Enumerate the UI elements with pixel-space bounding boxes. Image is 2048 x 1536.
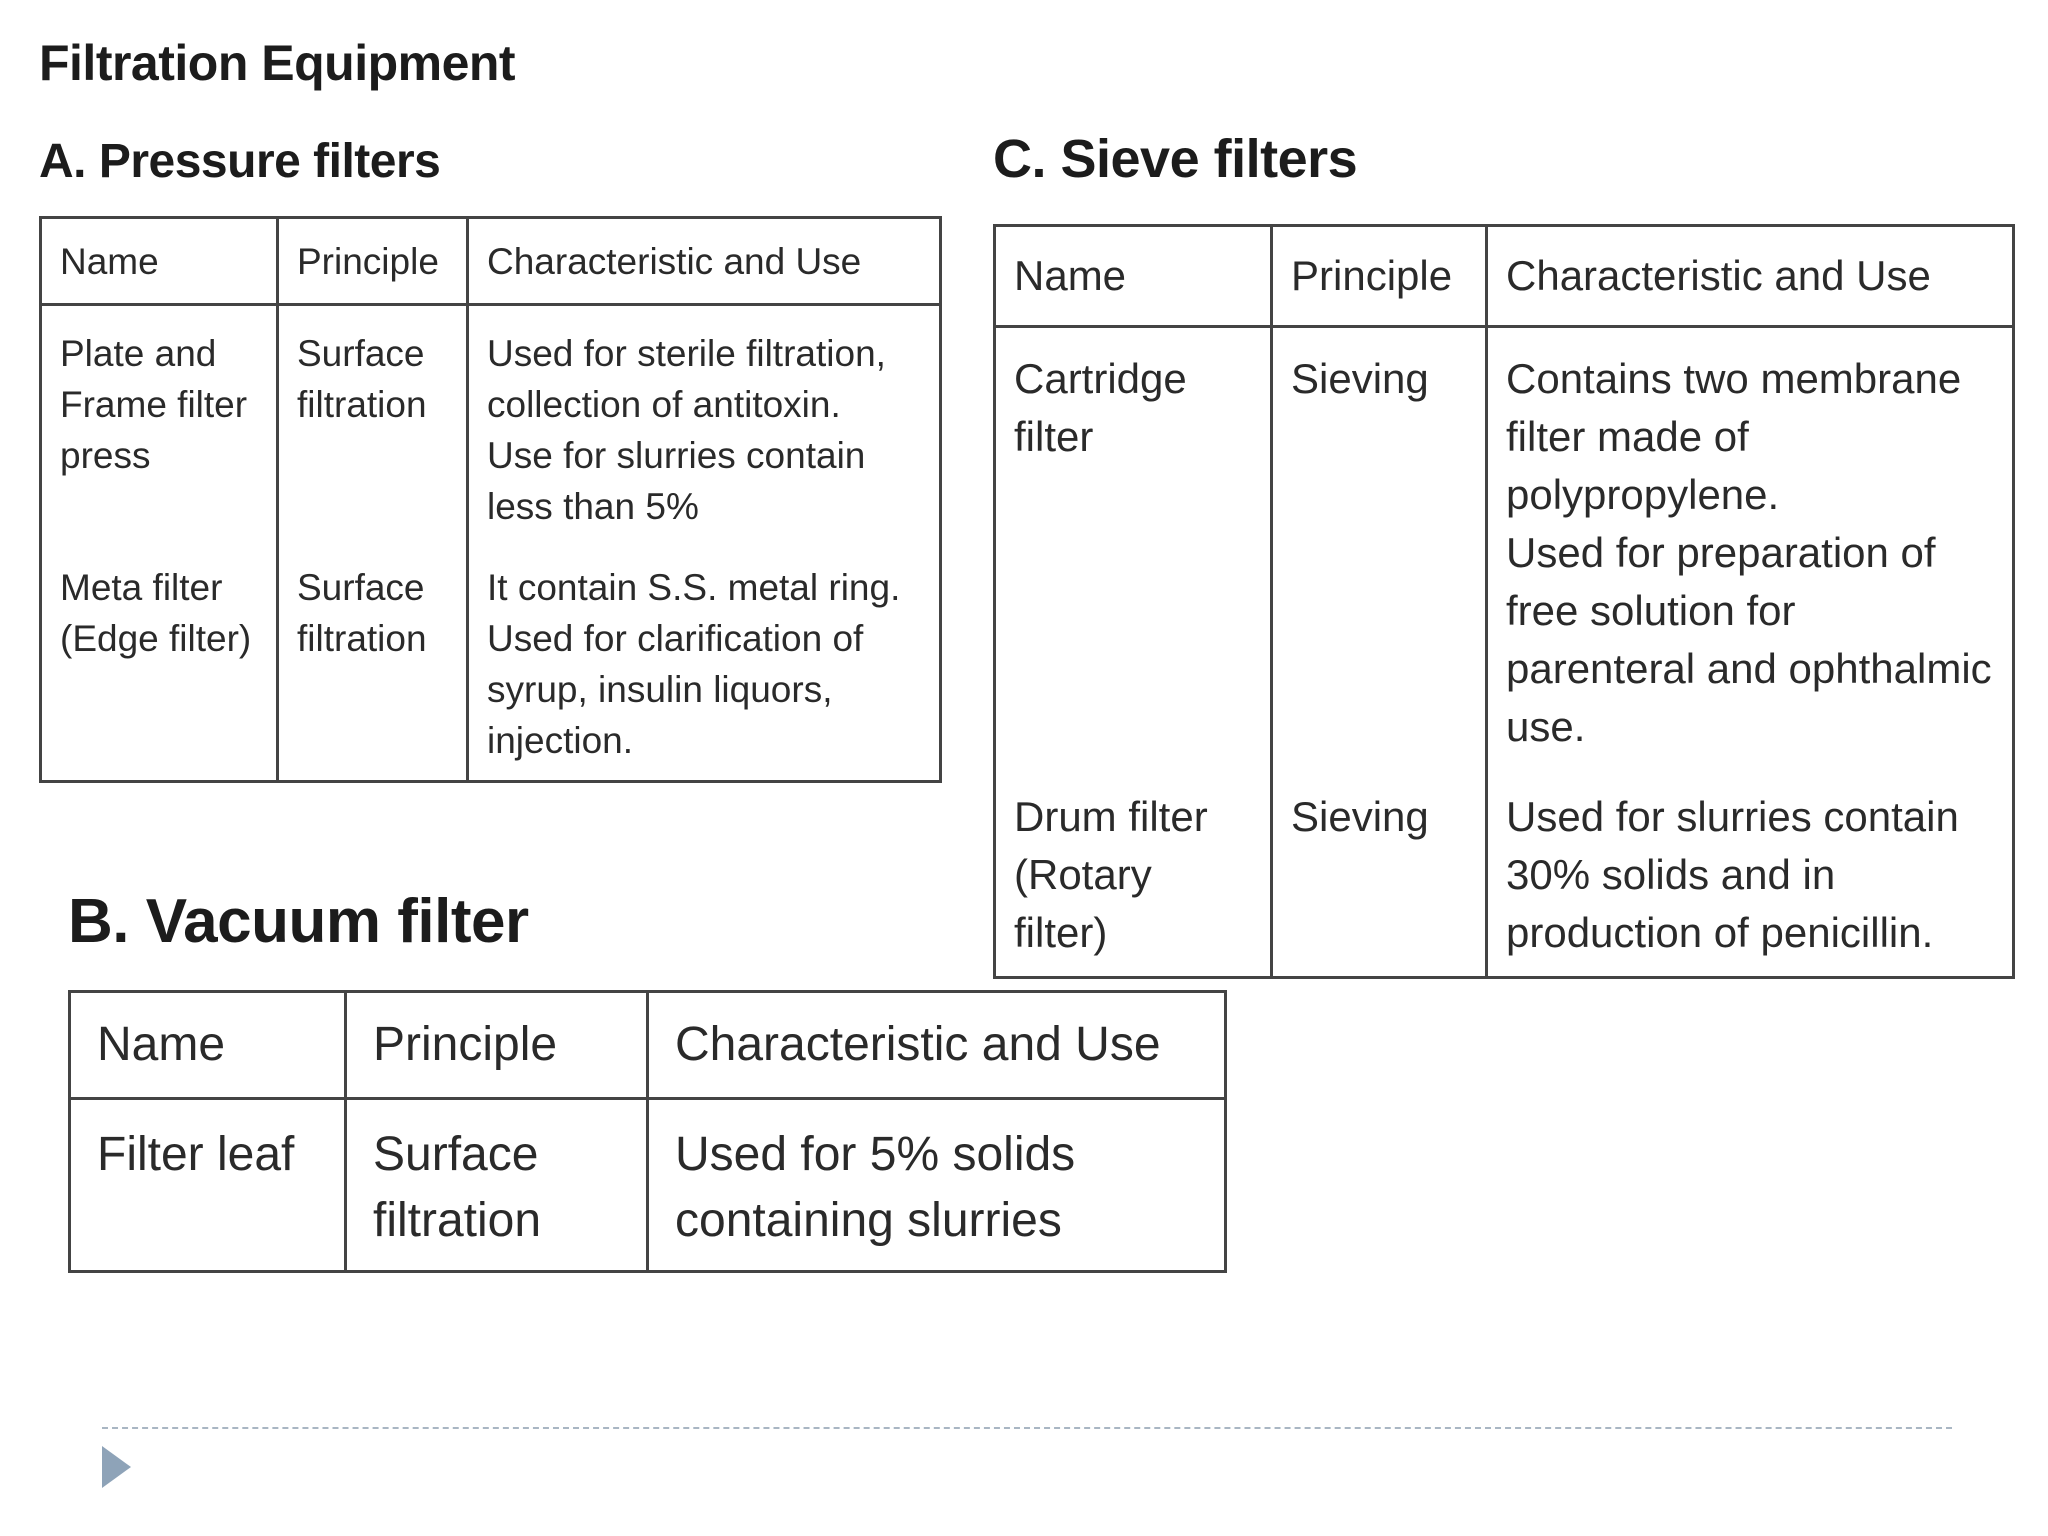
table-header-row xyxy=(70,992,1226,1099)
table-header-row xyxy=(995,226,2014,327)
section-c-title: C. Sieve filters xyxy=(993,129,1358,189)
use-line: Used for preparation of free solution for parenteral and ophthalmic use. xyxy=(1506,529,1992,750)
filter-use xyxy=(468,532,941,782)
column-header-name: Name xyxy=(995,226,1272,327)
filter-name: Plate and Frame filter press xyxy=(41,305,278,533)
page-title: Filtration Equipment xyxy=(39,35,516,91)
filter-name: Drum filter (Rotary filter) xyxy=(995,756,1272,978)
use-line: Used for sterile filtration, collection of antitoxin. xyxy=(487,333,886,425)
table-header-row xyxy=(41,218,941,305)
filter-principle: Sieving xyxy=(1272,327,1487,757)
filter-principle: Surface filtration xyxy=(346,1099,648,1272)
filter-use xyxy=(648,1099,1226,1272)
column-header-name: Name xyxy=(70,992,346,1099)
column-header-principle: Principle xyxy=(278,218,468,305)
column-header-principle: Principle xyxy=(1272,226,1487,327)
filter-principle: Surface filtration xyxy=(278,305,468,533)
triangle-right-icon xyxy=(102,1446,131,1488)
use-line: Contains two membrane filter made of polypropylene. xyxy=(1506,355,1962,518)
table-row xyxy=(70,1099,1226,1272)
use-line: It contain S.S. metal ring. xyxy=(487,567,901,608)
filter-use xyxy=(1487,327,2014,757)
filter-name: Meta filter (Edge filter) xyxy=(41,532,278,782)
vacuum-filter-table xyxy=(68,990,1227,1273)
table-row xyxy=(41,532,941,782)
filter-name: Cartridge filter xyxy=(995,327,1272,757)
use-line: Used for 5% solids containing slurries xyxy=(675,1128,1076,1247)
pressure-filters-table xyxy=(39,216,942,783)
sieve-filters-table xyxy=(993,224,2015,979)
use-line: Used for clarification of syrup, insulin liquors, injection. xyxy=(487,618,864,761)
column-header-name: Name xyxy=(41,218,278,305)
section-a-title: A. Pressure filters xyxy=(39,135,441,188)
filter-use xyxy=(1487,756,2014,978)
use-line: Used for slurries contain 30% solids and in production of penicillin. xyxy=(1506,793,1959,956)
table-row xyxy=(995,756,2014,978)
column-header-use: Characteristic and Use xyxy=(468,218,941,305)
filter-principle: Sieving xyxy=(1272,756,1487,978)
column-header-use: Characteristic and Use xyxy=(648,992,1226,1099)
table-row xyxy=(41,305,941,533)
section-b-title: B. Vacuum filter xyxy=(68,887,529,956)
table-row xyxy=(995,327,2014,757)
column-header-principle: Principle xyxy=(346,992,648,1099)
use-line: Use for slurries contain less than 5% xyxy=(487,435,866,527)
filter-principle: Surface filtration xyxy=(278,532,468,782)
footer-divider xyxy=(102,1427,1952,1429)
filter-name: Filter leaf xyxy=(70,1099,346,1272)
filter-use xyxy=(468,305,941,533)
column-header-use: Characteristic and Use xyxy=(1487,226,2014,327)
